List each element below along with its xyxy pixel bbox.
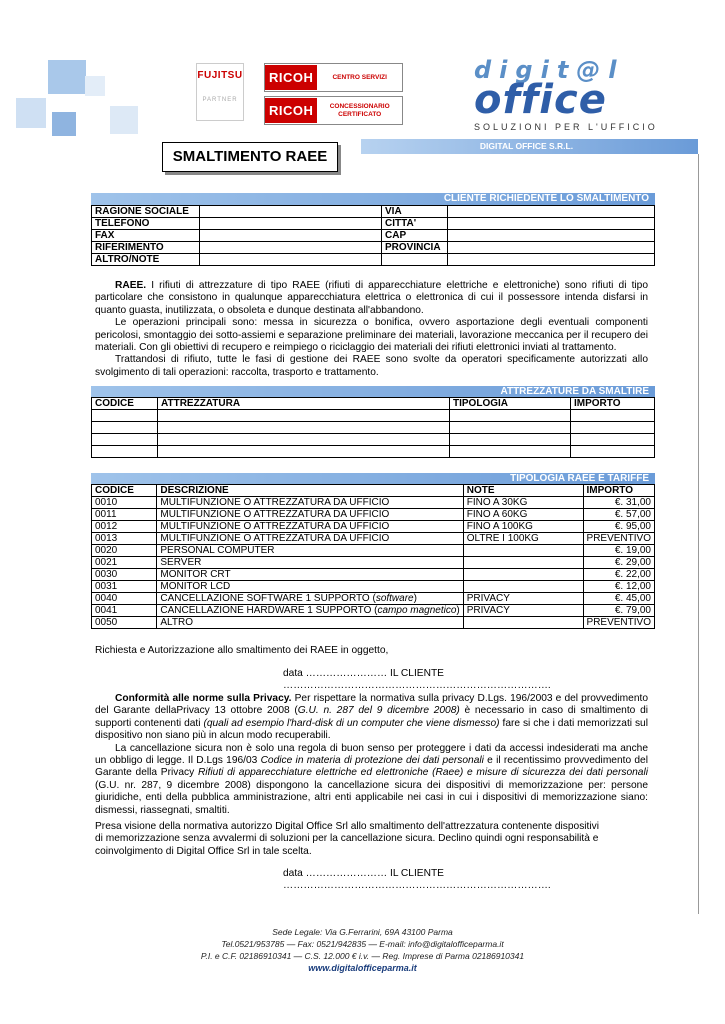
fujitsu-name: FUJITSU — [197, 70, 243, 81]
table-cell: MULTIFUNZIONE O ATTREZZATURA DA UFFICIO — [157, 521, 463, 533]
table-row — [92, 446, 655, 458]
table-cell[interactable] — [571, 446, 655, 458]
ricoh-name: RICOH — [265, 98, 317, 123]
table-cell[interactable] — [571, 434, 655, 446]
table-cell: MONITOR LCD — [157, 581, 463, 593]
table-cell: 0030 — [92, 569, 157, 581]
table-cell[interactable] — [450, 410, 571, 422]
field-label: RIFERIMENTO — [92, 242, 200, 254]
field-label — [382, 254, 448, 266]
table-cell: MULTIFUNZIONE O ATTREZZATURA DA UFFICIO — [157, 533, 463, 545]
ricoh-concessionario-logo — [264, 96, 403, 125]
table-row — [92, 545, 655, 557]
privacy-p2b: Codice in materia di protezione dei dati personali — [260, 755, 484, 767]
decor-square — [85, 76, 105, 96]
table-cell: 0031 — [92, 581, 157, 593]
table-cell: 0050 — [92, 617, 157, 629]
table-row — [92, 422, 655, 434]
footer-website: www.digitalofficeparma.it — [308, 963, 417, 973]
table-row — [92, 497, 655, 509]
table-row — [92, 557, 655, 569]
cliente-row — [92, 230, 655, 242]
tipologia-table — [91, 484, 655, 629]
field-label: CAP — [382, 230, 448, 242]
brand-line1: digit@l — [474, 56, 625, 84]
intro-p2: Le operazioni principali sono: messa in sicurezza o bonifica, ovvero asportazione degli eventuali componenti pericolosi, smontaggio dei sotto-assiemi e separazione preliminare dei materiali, lavorazione meccanica per il recupero dei materiali. Con gli obiettivi di recupero e reimpiego o riciclaggio dei materiali dei rifiuti elettronici inviati al trattamento. — [95, 317, 648, 354]
table-cell: PREVENTIVO — [583, 617, 654, 629]
table-cell: CANCELLAZIONE SOFTWARE 1 SUPPORTO (software) — [157, 593, 463, 605]
table-cell: FINO A 100KG — [463, 521, 583, 533]
privacy-p2c: e il recentissimo provvedimento del Garante della Privacy — [95, 755, 648, 779]
table-cell: 0013 — [92, 533, 157, 545]
table-row — [92, 617, 655, 629]
cliente-row — [92, 242, 655, 254]
fujitsu-logo — [196, 63, 244, 121]
decor-square — [16, 98, 46, 128]
field-label: VIA — [382, 206, 448, 218]
privacy-p2a: La cancellazione sicura non è solo una regola di buon senso per proteggere i dati da accessi indesiderati ma anche un obbligo di legge. Il D.Lgs 196/03 — [95, 742, 648, 767]
field-label: CITTA' — [382, 218, 448, 230]
page-title: SMALTIMENTO RAEE — [162, 142, 338, 172]
raee-label: RAEE. — [115, 280, 147, 291]
table-cell[interactable] — [158, 422, 450, 434]
cliente-table — [91, 205, 655, 266]
privacy-p2d: Rifiuti di apparecchiature elettriche ed elettroniche (Raee) e misure di sicurezza dei dati personali — [197, 767, 648, 779]
field-value[interactable] — [448, 206, 655, 218]
right-divider — [698, 154, 699, 914]
table-cell: MONITOR CRT — [157, 569, 463, 581]
table-cell: €. 29,00 — [583, 557, 654, 569]
table-cell — [463, 545, 583, 557]
column-header: TIPOLOGIA — [450, 398, 571, 410]
table-cell — [463, 569, 583, 581]
table-cell: PRIVACY — [463, 593, 583, 605]
cliente-row — [92, 206, 655, 218]
intro-p3: Trattandosi di rifiuto, tutte le fasi di gestione dei RAEE sono svolte da operatori specificamente autorizzati allo svolgimento di tali operazioni: raccolta, trasporto e trattamento. — [95, 354, 648, 378]
field-value[interactable] — [448, 254, 655, 266]
column-header: ATTREZZATURA — [158, 398, 450, 410]
cliente-row — [92, 218, 655, 230]
field-value[interactable] — [200, 230, 382, 242]
table-cell[interactable] — [92, 410, 158, 422]
table-cell[interactable] — [571, 422, 655, 434]
ricoh-tag: CENTRO SERVIZI — [332, 73, 387, 81]
table-cell[interactable] — [92, 422, 158, 434]
ricoh-centro-logo — [264, 63, 403, 92]
privacy-p1b: G.U. n. 287 del 9 dicembre 2008) — [297, 705, 460, 717]
field-value[interactable] — [200, 242, 382, 254]
tipologia-bar: TIPOLOGIA RAEE E TARIFFE — [91, 473, 655, 484]
table-cell[interactable] — [92, 434, 158, 446]
table-cell: €. 95,00 — [583, 521, 654, 533]
field-label: TELEFONO — [92, 218, 200, 230]
decor-square — [48, 60, 86, 94]
table-cell: CANCELLAZIONE HARDWARE 1 SUPPORTO (campo magnetico) — [157, 605, 463, 617]
privacy-p1c: è necessario in caso di smaltimento di supporti contenenti dati — [95, 705, 649, 729]
table-cell — [463, 617, 583, 629]
field-value[interactable] — [200, 218, 382, 230]
field-value[interactable] — [200, 206, 382, 218]
privacy-p1d: (quali ad esempio l'hard-disk di un computer che viene dismesso) — [203, 717, 500, 729]
column-header: IMPORTO — [571, 398, 655, 410]
table-row — [92, 569, 655, 581]
brand-line2: office — [474, 77, 607, 123]
table-row — [92, 593, 655, 605]
privacy-title: Conformità alle norme sulla Privacy. — [115, 693, 292, 704]
table-cell: 0011 — [92, 509, 157, 521]
field-value[interactable] — [448, 230, 655, 242]
table-cell: SERVER — [157, 557, 463, 569]
table-cell: MULTIFUNZIONE O ATTREZZATURA DA UFFICIO — [157, 497, 463, 509]
privacy-p1e: fare si che i dati memorizzati sul dispositivo non siano più in alcun modo recuperabili. — [95, 717, 648, 742]
table-cell: FINO A 60KG — [463, 509, 583, 521]
table-cell: PREVENTIVO — [583, 533, 654, 545]
table-cell: €. 31,00 — [583, 497, 654, 509]
footer-address: Sede Legale: Via G.Ferrarini, 69A 43100 Parma — [272, 927, 453, 937]
table-cell: €. 12,00 — [583, 581, 654, 593]
column-header: CODICE — [92, 398, 158, 410]
privacy-p2e: (G.U. nr. 287, 9 dicembre 2008) dispongono la cancellazione sicura dei dispositivi di memorizzazione per: persone giuridiche, enti della pubblica amministrazione, altri enti applicabile nei casi in cui i dispositivi di memorizzazione siano: dismessi, riassegnati, smaltiti. — [95, 779, 648, 816]
field-label: FAX — [92, 230, 200, 242]
table-cell: €. 19,00 — [583, 545, 654, 557]
brand-tagline: SOLUZIONI PER L'UFFICIO — [474, 122, 658, 132]
table-cell: 0040 — [92, 593, 157, 605]
richiesta-signature: data …………………… IL CLIENTE ……………………………………………………………………. — [283, 668, 551, 692]
table-cell[interactable] — [450, 422, 571, 434]
field-value[interactable] — [448, 242, 655, 254]
field-value[interactable] — [200, 254, 382, 266]
table-cell[interactable] — [158, 446, 450, 458]
intro-text — [95, 280, 648, 379]
decor-square — [52, 112, 76, 136]
table-cell: FINO A 30KG — [463, 497, 583, 509]
column-header: NOTE — [463, 485, 583, 497]
decor-square — [110, 106, 138, 134]
cliente-row — [92, 254, 655, 266]
table-header-row — [92, 398, 655, 410]
table-cell: €. 22,00 — [583, 569, 654, 581]
table-row — [92, 434, 655, 446]
table-cell — [463, 581, 583, 593]
ricoh-name: RICOH — [265, 65, 317, 90]
table-cell[interactable] — [571, 410, 655, 422]
fujitsu-sub: PARTNER — [202, 97, 238, 103]
privacy-text — [95, 693, 648, 817]
table-cell: 0012 — [92, 521, 157, 533]
table-cell: 0020 — [92, 545, 157, 557]
table-row — [92, 410, 655, 422]
table-header-row — [92, 485, 655, 497]
presa-text: Presa visione della normativa autorizzo Digital Office Srl allo smaltimento dell'attrezzatura contenente dispositivi di memorizzazione senza avvalermi di soluzioni per la cancellazione sicura. Declino quindi ogni responsabilità e coinvolgimento di Digital Office Srl in tale scelta. — [95, 821, 600, 857]
presa-signature: data …………………… IL CLIENTE ……………………………………………………………………. — [283, 868, 551, 892]
table-cell: PRIVACY — [463, 605, 583, 617]
company-bar: DIGITAL OFFICE S.R.L. — [361, 139, 698, 154]
table-cell: PERSONAL COMPUTER — [157, 545, 463, 557]
table-cell: 0010 — [92, 497, 157, 509]
field-label: PROVINCIA — [382, 242, 448, 254]
table-cell: 0021 — [92, 557, 157, 569]
privacy-p1a: Per rispettare la normativa sulla privacy D.Lgs. 196/2003 e del provvedimento del Garante dellaPrivacy 13 ottobre 2008 ( — [95, 693, 648, 717]
table-cell: OLTRE I 100KG — [463, 533, 583, 545]
field-label: RAGIONE SOCIALE — [92, 206, 200, 218]
digital-office-logo — [474, 56, 684, 136]
table-cell[interactable] — [450, 446, 571, 458]
table-cell[interactable] — [92, 446, 158, 458]
table-cell: 0041 — [92, 605, 157, 617]
table-cell: MULTIFUNZIONE O ATTREZZATURA DA UFFICIO — [157, 509, 463, 521]
table-cell — [463, 557, 583, 569]
cliente-bar: CLIENTE RICHIEDENTE LO SMALTIMENTO — [91, 193, 655, 205]
attrezzature-bar: ATTREZZATURE DA SMALTIRE — [91, 386, 655, 397]
table-row — [92, 509, 655, 521]
richiesta-text: Richiesta e Autorizzazione allo smaltimento dei RAEE in oggetto, — [95, 645, 389, 656]
table-cell: ALTRO — [157, 617, 463, 629]
column-header: IMPORTO — [583, 485, 654, 497]
column-header: DESCRIZIONE — [157, 485, 463, 497]
table-cell: €. 79,00 — [583, 605, 654, 617]
table-row — [92, 581, 655, 593]
table-cell: €. 45,00 — [583, 593, 654, 605]
table-cell[interactable] — [158, 410, 450, 422]
table-row — [92, 605, 655, 617]
column-header: CODICE — [92, 485, 157, 497]
intro-p1: I rifiuti di attrezzature di tipo RAEE (rifiuti di apparecchiature elettriche e elettroniche) sono rifiuti di tipo particolare che consistono in qualunque apparecchiatura elettrica o elettronica di cui il possessore intenda disfarsi in quanto guasta, inutilizzata, o obsoleta e dunque destinata all'abbandono. — [95, 280, 648, 316]
table-cell[interactable] — [158, 434, 450, 446]
attrezzature-table — [91, 397, 655, 458]
table-cell: €. 57,00 — [583, 509, 654, 521]
field-label: ALTRO/NOTE — [92, 254, 200, 266]
table-row — [92, 533, 655, 545]
footer-contacts: Tel.0521/953785 — Fax: 0521/942835 — E-mail: info@digitalofficeparma.it — [221, 939, 504, 949]
table-cell[interactable] — [450, 434, 571, 446]
footer-registry: P.I. e C.F. 02186910341 — C.S. 12.000 € i.v. — Reg. Imprese di Parma 02186910341 — [200, 951, 525, 961]
field-value[interactable] — [448, 218, 655, 230]
table-row — [92, 521, 655, 533]
ricoh-tag: CONCESSIONARIO CERTIFICATO — [329, 102, 390, 118]
